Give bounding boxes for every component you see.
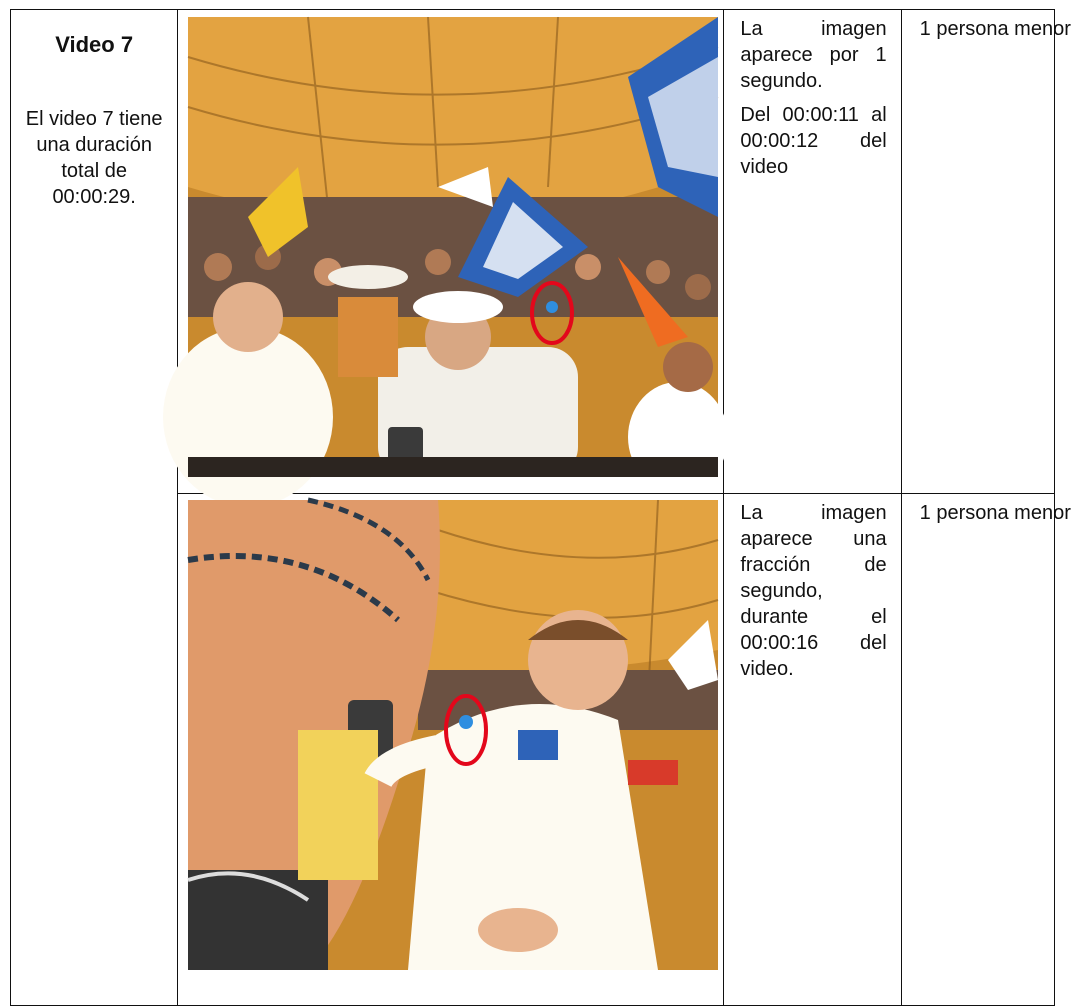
image-cell bbox=[178, 494, 724, 1006]
duration-text-cell bbox=[724, 10, 901, 494]
count-text: 1 persona menor bbox=[919, 18, 1071, 40]
video-info-cell bbox=[11, 10, 178, 1006]
count-cell bbox=[901, 10, 1071, 494]
duration-text-cell bbox=[724, 494, 901, 1006]
count-text: 1 persona menor bbox=[919, 502, 1071, 524]
event-photo-2 bbox=[188, 500, 718, 970]
timestamp-text: Del 00:00:11 al 00:00:12 del video bbox=[740, 104, 887, 178]
duration-text: La imagen aparece por 1 segundo. bbox=[740, 18, 887, 92]
video-description: El video 7 tiene una duración total de 00:00:29. bbox=[25, 108, 163, 208]
evidence-table bbox=[10, 9, 1071, 1006]
duration-text: La imagen aparece una fracción de segundo, durante el 00:00:16 del video. bbox=[740, 502, 887, 680]
count-cell bbox=[901, 494, 1071, 1006]
table-row bbox=[11, 10, 1055, 494]
image-cell bbox=[178, 10, 724, 494]
video-title: Video 7 bbox=[55, 32, 134, 57]
event-photo-1 bbox=[188, 17, 718, 477]
